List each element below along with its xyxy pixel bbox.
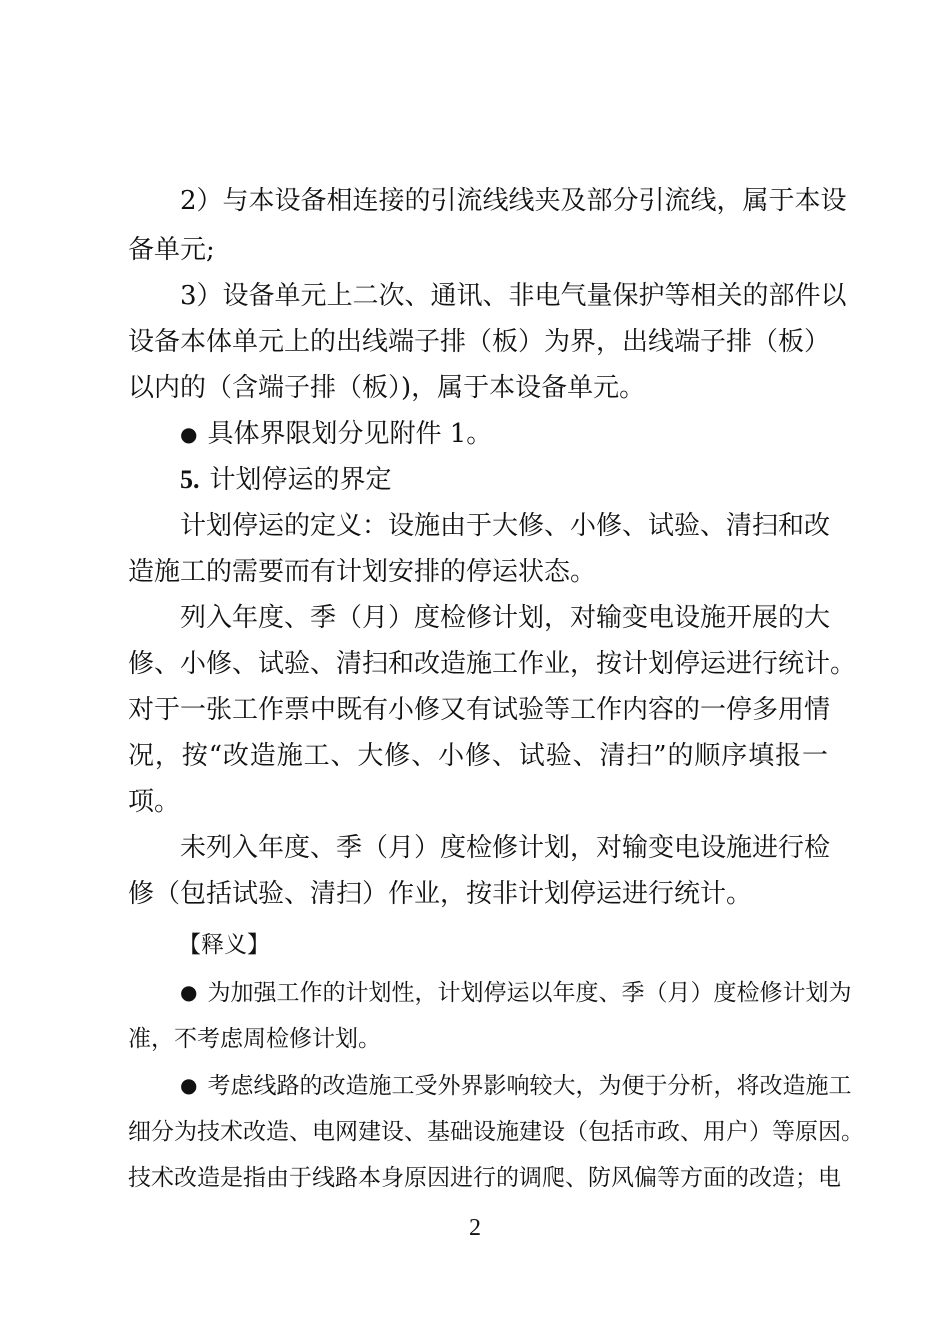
bullet-text: 具体界限划分见附件 1。	[207, 419, 493, 449]
paragraph-line: 设备本体单元上的出线端子排（板）为界，出线端子排（板）	[128, 327, 831, 357]
paragraph-line: 备单元;	[128, 235, 215, 265]
paragraph-line: 计划停运的定义：设施由于大修、小修、试验、清扫和改	[180, 511, 831, 541]
paragraph-line: 2）与本设备相连接的引流线线夹及部分引流线，属于本设	[180, 186, 847, 216]
note-line	[180, 1071, 852, 1101]
section-title: 计划停运的界定	[209, 465, 392, 495]
section-number: 5.	[180, 465, 200, 494]
note-text: 为加强工作的计划性，计划停运以年度、季（月）度检修计划为	[207, 980, 852, 1006]
paragraph-line: 对于一张工作票中既有小修又有试验等工作内容的一停多用情	[128, 695, 831, 725]
explanation-title: 【释义】	[178, 932, 270, 958]
paragraph-line: 项。	[128, 787, 181, 817]
bullet-item	[180, 419, 828, 450]
bullet-icon: ●	[180, 1073, 198, 1097]
note-line	[180, 978, 852, 1008]
paragraph-line: 况，按“改造施工、大修、小修、试验、清扫”的顺序填报一	[128, 741, 828, 771]
paragraph-line: 3）设备单元上二次、通讯、非电气量保护等相关的部件以	[180, 281, 847, 311]
paragraph-line: 以内的（含端子排（板）)，属于本设备单元。	[128, 373, 646, 403]
note-text: 考虑线路的改造施工受外界影响较大，为便于分析，将改造施工	[207, 1073, 852, 1099]
note-line: 技术改造是指由于线路本身原因进行的调爬、防风偏等方面的改造；电	[128, 1165, 841, 1191]
bullet-icon: ●	[180, 422, 198, 446]
paragraph-line: 修（包括试验、清扫）作业，按非计划停运进行统计。	[128, 879, 753, 909]
paragraph-line: 未列入年度、季（月）度检修计划，对输变电设施进行检	[180, 833, 831, 863]
paragraph-line: 列入年度、季（月）度检修计划，对输变电设施开展的大	[180, 603, 831, 633]
note-line: 细分为技术改造、电网建设、基础设施建设（包括市政、用户）等原因。	[128, 1119, 864, 1145]
bullet-icon: ●	[180, 980, 198, 1004]
paragraph-line: 造施工的需要而有计划安排的停运状态。	[128, 557, 597, 587]
section-heading	[180, 465, 828, 495]
paragraph-line: 修、小修、试验、清扫和改造施工作业，按计划停运进行统计。	[128, 649, 857, 679]
page-number: 2	[469, 1215, 481, 1241]
note-line: 准，不考虑周检修计划。	[128, 1026, 381, 1052]
